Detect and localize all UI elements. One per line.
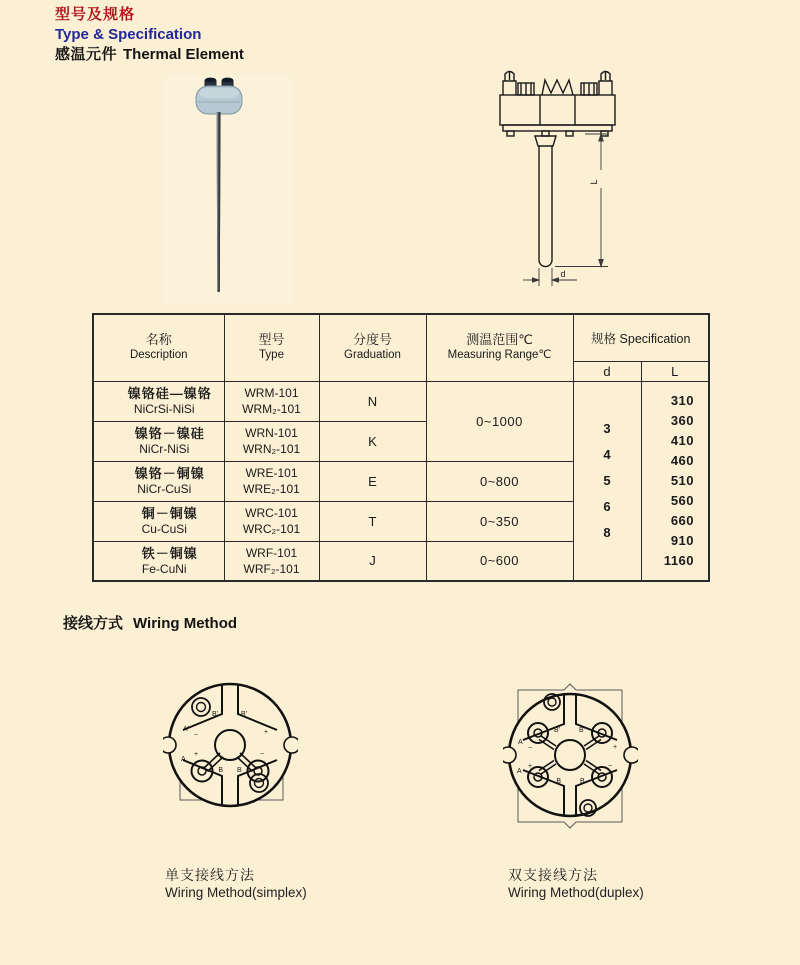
d-value: 3 xyxy=(603,420,611,436)
d-value: 6 xyxy=(603,498,611,514)
svg-text:+: + xyxy=(264,729,269,736)
subtitle-en: Thermal Element xyxy=(123,46,244,63)
svg-text:B': B' xyxy=(241,711,248,718)
col-header-d: d xyxy=(573,361,641,381)
svg-text:+: + xyxy=(613,744,618,751)
svg-text:A': A' xyxy=(518,739,525,746)
center-hole xyxy=(215,730,245,760)
subtitle-zh: 感温元件 xyxy=(55,46,118,63)
page-title-en: Type & Specification xyxy=(55,26,202,43)
l-value: 410 xyxy=(670,432,695,448)
svg-text:−: − xyxy=(260,751,265,758)
cell-range: 0~600 xyxy=(426,541,573,581)
table-row xyxy=(93,381,709,421)
svg-text:B': B' xyxy=(211,711,218,718)
cell-description: 镍铬－镍硅 NiCr-NiSi xyxy=(93,421,224,461)
svg-text:−: − xyxy=(528,745,533,752)
duplex-caption-en: Wiring Method(duplex) xyxy=(508,885,644,900)
d-value: 4 xyxy=(603,446,611,462)
cell-type: WRC-101 WRC₂-101 xyxy=(224,501,319,541)
cell-range: 0~800 xyxy=(426,461,573,501)
svg-text:+: + xyxy=(528,763,533,770)
svg-text:A': A' xyxy=(183,726,190,733)
col-header-graduation: 分度号 Graduation xyxy=(319,314,426,381)
simplex-caption-en: Wiring Method(simplex) xyxy=(165,885,307,900)
cell-graduation: T xyxy=(319,501,426,541)
svg-text:A: A xyxy=(181,756,186,763)
col-header-description: 名称 Description xyxy=(93,314,224,381)
d-value: 5 xyxy=(603,472,611,488)
l-value: 310 xyxy=(670,392,695,408)
svg-text:B: B xyxy=(580,778,585,785)
l-value: 510 xyxy=(670,472,695,488)
cell-description: 铁－铜镍 Fe-CuNi xyxy=(93,541,224,581)
thermocouple-head xyxy=(196,86,242,114)
svg-text:A: A xyxy=(517,768,522,775)
cell-type: WRM-101 WRM₂-101 xyxy=(224,381,319,421)
dim-label-d: d xyxy=(560,269,566,279)
dimension-lines xyxy=(523,134,608,286)
cell-d-values xyxy=(573,381,641,581)
cell-range: 0~1000 xyxy=(426,381,573,461)
svg-text:B': B' xyxy=(579,727,586,734)
svg-text:+: + xyxy=(194,751,199,758)
dim-label-L: L xyxy=(589,179,599,185)
l-value: 1160 xyxy=(663,552,695,568)
cell-graduation: K xyxy=(319,421,426,461)
svg-text:B: B xyxy=(218,767,223,774)
l-value: 910 xyxy=(670,532,695,548)
thermal-element-photo xyxy=(163,75,293,305)
l-value: 360 xyxy=(670,412,695,428)
svg-text:B': B' xyxy=(553,727,560,734)
wiring-diagram-simplex xyxy=(163,678,298,813)
l-value: 660 xyxy=(670,512,695,528)
spec-table xyxy=(92,313,710,582)
d-value: 8 xyxy=(603,524,611,540)
drawing-head-outline xyxy=(500,71,615,267)
cell-type: WRF-101 WRF₂-101 xyxy=(224,541,319,581)
cell-graduation: N xyxy=(319,381,426,421)
wiring-section-heading xyxy=(63,612,237,633)
wiring-heading-zh: 接线方式 xyxy=(63,615,124,632)
svg-text:−: − xyxy=(608,763,613,770)
side-notch-right xyxy=(284,737,298,753)
cell-description: 镍铬－铜镍 NiCr-CuSi xyxy=(93,461,224,501)
col-header-range: 测温范围℃ Measuring Range℃ xyxy=(426,314,573,381)
cell-range: 0~350 xyxy=(426,501,573,541)
duplex-caption-zh: 双支接线方法 xyxy=(508,867,598,883)
cell-graduation: E xyxy=(319,461,426,501)
cell-type: WRN-101 WRN₂-101 xyxy=(224,421,319,461)
l-value: 560 xyxy=(670,492,695,508)
simplex-caption xyxy=(165,866,307,902)
page-title-zh: 型号及规格 xyxy=(55,6,136,23)
side-notch-left xyxy=(163,737,176,753)
col-header-l: L xyxy=(641,361,709,381)
cell-description: 铜－铜镍 Cu-CuSi xyxy=(93,501,224,541)
page-heading-block xyxy=(55,6,244,64)
wiring-heading-en: Wiring Method xyxy=(133,615,238,632)
col-header-specification: 规格 Specification xyxy=(573,314,709,361)
simplex-caption-zh: 单支接线方法 xyxy=(165,867,255,883)
thermal-element-drawing xyxy=(485,68,635,303)
col-header-type: 型号 Type xyxy=(224,314,319,381)
cell-description: 镍铬硅—镍铬 NiCrSi-NiSi xyxy=(93,381,224,421)
svg-text:B: B xyxy=(556,778,561,785)
cell-l-values xyxy=(641,381,709,581)
svg-text:−: − xyxy=(194,732,199,739)
side-notch-right xyxy=(624,747,638,763)
section-subtitle xyxy=(55,46,244,64)
l-value: 460 xyxy=(670,452,695,468)
wiring-diagram-duplex xyxy=(503,682,638,830)
side-notch-left xyxy=(503,747,516,763)
cell-graduation: J xyxy=(319,541,426,581)
center-hole xyxy=(555,740,585,770)
cell-type: WRE-101 WRE₂-101 xyxy=(224,461,319,501)
duplex-caption xyxy=(508,866,644,902)
svg-text:B: B xyxy=(237,767,242,774)
